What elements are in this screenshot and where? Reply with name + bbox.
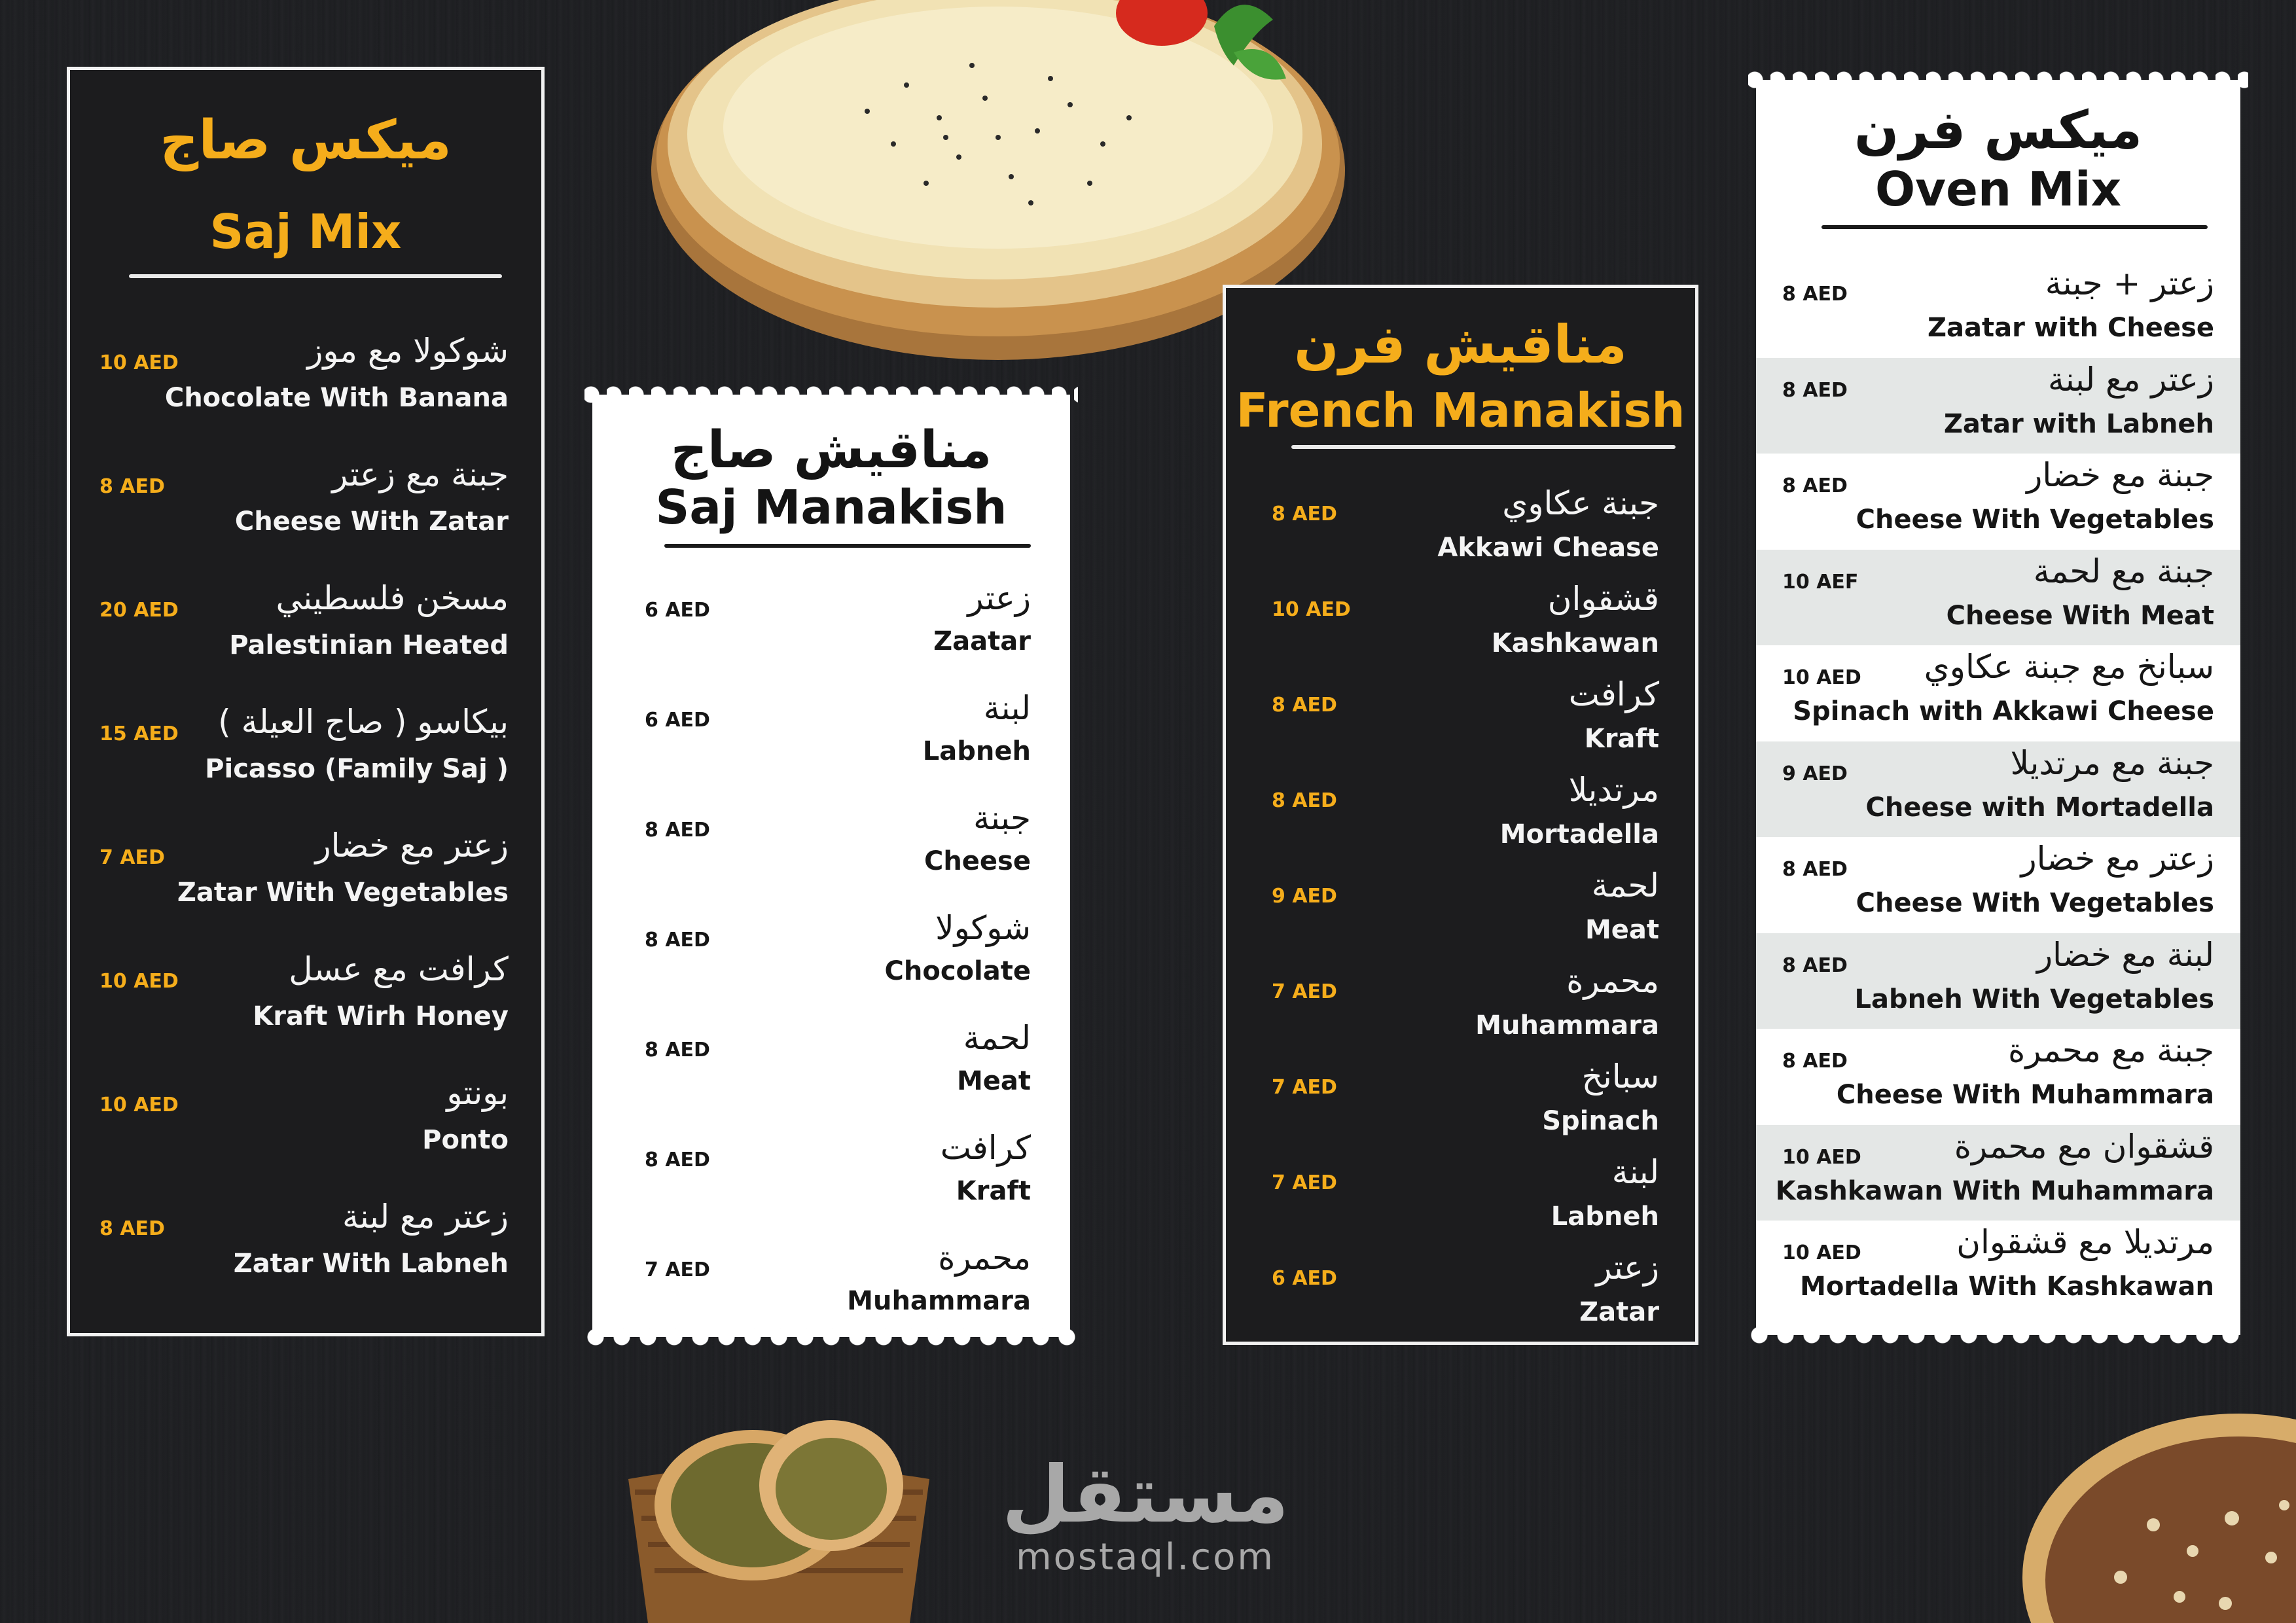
menu-item-price: 10 AED [99, 1094, 179, 1116]
menu-item-name-en: Kraft [1584, 724, 1659, 754]
menu-item-name-en: Zaatar with Cheese [1928, 313, 2214, 343]
menu-item-name-ar: زعتر مع لبنة [2047, 360, 2214, 399]
mostaql-logo-text: مستقل [1001, 1450, 1289, 1541]
menu-item-name-en: Muhammara [1475, 1010, 1659, 1041]
menu-item [70, 703, 541, 801]
menu-item-price: 10 AED [1782, 1241, 1861, 1264]
menu-item-name-ar: مرتديلا [1568, 771, 1659, 809]
menu-item-price: 10 AED [1272, 598, 1351, 621]
menu-item-price: 7 AED [645, 1258, 710, 1281]
menu-item-name-ar: زعتر [967, 579, 1031, 617]
menu-item-name-ar: بونتو [446, 1074, 509, 1112]
menu-item-name-en: Zaatar [933, 626, 1031, 656]
menu-item [1756, 837, 2240, 933]
menu-item [70, 579, 541, 677]
menu-item-name-en: Ponto [422, 1125, 509, 1155]
menu-item-name-ar: جبنة مع محمرة [2008, 1031, 2214, 1069]
oven-mix-panel [1756, 80, 2240, 1335]
menu-item [1756, 262, 2240, 357]
menu-item-name-en: Meat [1585, 915, 1659, 945]
menu-item-name-en: Mortadella With Kashkawan [1800, 1272, 2214, 1302]
menu-item-price: 8 AED [1782, 1050, 1848, 1073]
saj-mix-title-en: Saj Mix [209, 204, 402, 259]
menu-item-name-en: Zatar [1579, 1297, 1659, 1327]
menu-item-price: 8 AED [645, 1149, 710, 1171]
menu-item-price: 8 AED [645, 819, 710, 842]
menu-item-name-en: Cheese [924, 846, 1031, 876]
menu-item-name-ar: زعتر + جبنة [2045, 264, 2214, 302]
menu-item-name-ar: سبانخ مع جبنة عكاوي [1924, 648, 2214, 686]
menu-item [1756, 1125, 2240, 1221]
french-manakish-title-ar: مناقيش فرن [1294, 314, 1627, 375]
menu-item-name-en: Cheese With Vegetables [1856, 888, 2214, 918]
menu-item-name-ar: كرافت [1568, 675, 1659, 713]
menu-item-price: 8 AED [1272, 789, 1337, 812]
menu-item-name-ar: قشقوان [1547, 580, 1659, 618]
menu-item [1756, 645, 2240, 741]
menu-item [1226, 580, 1695, 665]
menu-item-price: 7 AED [1272, 1076, 1337, 1099]
saj-manakish-title-en: Saj Manakish [655, 480, 1007, 535]
menu-item [1756, 550, 2240, 645]
oven-mix-title-en: Oven Mix [1874, 162, 2122, 217]
saj-mix-title-ar: ميكس صاج [160, 109, 452, 171]
french-manakish-title-en: French Manakish [1236, 383, 1685, 438]
menu-item-price: 15 AED [99, 722, 179, 745]
menu-item [1226, 1058, 1695, 1143]
menu-item [1226, 866, 1695, 952]
saj-manakish-title-ar: مناقيش صاج [670, 421, 992, 480]
menu-item-price: 10 AED [99, 970, 179, 993]
menu-item [592, 1019, 1070, 1111]
menu-item [1756, 454, 2240, 549]
menu-item [1226, 1153, 1695, 1238]
menu-item-name-ar: لبنة [983, 689, 1031, 727]
menu-item-price: 6 AED [645, 709, 710, 732]
menu-item-name-en: Labneh [922, 736, 1031, 766]
menu-item-name-en: Cheese With Vegetables [1856, 505, 2214, 535]
menu-item [70, 1198, 541, 1296]
menu-item-price: 10 AED [1782, 1145, 1861, 1169]
oven-mix-divider [1821, 225, 2208, 229]
menu-item [592, 579, 1070, 671]
menu-item [1226, 771, 1695, 856]
menu-item [592, 909, 1070, 1001]
menu-item-price: 7 AED [1272, 980, 1337, 1003]
menu-item-name-ar: زعتر مع خضار [2020, 840, 2214, 878]
menu-item-price: 6 AED [645, 599, 710, 622]
menu-item-name-ar: لحمة [963, 1019, 1031, 1057]
menu-item-price: 8 AED [1782, 474, 1848, 497]
menu-item-name-ar: لبنة [1611, 1153, 1659, 1191]
mostaql-url: mostaql.com [1016, 1536, 1275, 1578]
menu-item-price: 6 AED [1272, 1267, 1337, 1290]
menu-item-name-ar: شوكولا مع موز [307, 332, 509, 370]
saj-mix-panel [67, 67, 545, 1336]
menu-item-name-en: Labneh [1551, 1202, 1659, 1232]
menu-item-name-ar: جبنة [973, 799, 1031, 837]
menu-item-price: 8 AED [645, 929, 710, 952]
menu-item [70, 1074, 541, 1172]
menu-item [592, 799, 1070, 891]
menu-item [70, 332, 541, 430]
menu-item [70, 455, 541, 554]
menu-item-name-en: Chocolate With Banana [164, 383, 509, 413]
menu-item-name-en: Spinach with Akkawi Cheese [1793, 696, 2214, 726]
menu-item-name-ar: زعتر مع خضار [315, 827, 509, 865]
menu-item [592, 1129, 1070, 1221]
french-manakish-panel [1223, 285, 1698, 1345]
menu-item-name-ar: جبنة مع خضار [2026, 456, 2214, 494]
menu-item [592, 1239, 1070, 1330]
menu-item-name-ar: كرافت [940, 1129, 1031, 1167]
menu-item-name-ar: قشقوان مع محمرة [1954, 1127, 2214, 1166]
menu-item [1226, 484, 1695, 569]
menu-item [1226, 675, 1695, 760]
menu-item-name-ar: جبنة مع مرتديلا [2010, 743, 2214, 782]
menu-item-name-ar: مسخن فلسطيني [276, 579, 509, 617]
menu-item-price: 8 AED [1782, 858, 1848, 881]
menu-item-name-en: Kashkawan [1491, 628, 1659, 658]
menu-item-name-en: Cheese With Zatar [234, 507, 509, 537]
menu-item [1756, 741, 2240, 837]
menu-item-name-en: Kraft Wirh Honey [253, 1001, 509, 1031]
menu-item-name-en: Zatar With Labneh [233, 1249, 509, 1279]
menu-item-price: 8 AED [1272, 694, 1337, 717]
menu-item-name-ar: جبنة مع لحمة [2033, 552, 2214, 590]
menu-item-name-ar: محمرة [1566, 962, 1659, 1000]
menu-item [1756, 1029, 2240, 1124]
menu-item-price: 8 AED [99, 475, 165, 498]
menu-item [70, 950, 541, 1048]
menu-item-price: 7 AED [1272, 1171, 1337, 1194]
saj-manakish-divider [664, 544, 1031, 548]
menu-item-name-en: Chocolate [884, 956, 1031, 986]
menu-item-price: 8 AED [1782, 283, 1848, 306]
menu-item-name-en: Kashkawan With Muhammara [1775, 1175, 2214, 1206]
menu-item-name-ar: مرتديلا مع قشقوان [1956, 1223, 2214, 1261]
menu-item-price: 10 AEF [1782, 570, 1859, 594]
menu-item [1756, 933, 2240, 1029]
french-manakish-divider [1291, 445, 1676, 449]
menu-item-price: 9 AED [1272, 885, 1337, 908]
menu-item-name-ar: زعتر [1596, 1249, 1659, 1287]
menu-item-name-en: Mortadella [1499, 819, 1659, 849]
menu-item-price: 8 AED [1782, 954, 1848, 977]
menu-item-price: 8 AED [645, 1039, 710, 1061]
menu-item-name-ar: زعتر مع لبنة [342, 1198, 509, 1236]
menu-item-name-en: Meat [956, 1066, 1031, 1096]
mostaql-watermark [982, 1450, 1309, 1578]
menu-item-name-en: Cheese with Mortadella [1865, 792, 2214, 823]
menu-item-name-en: Picasso (Family Saj ) [205, 754, 509, 784]
menu-item-name-ar: بيكاسو ( صاج العيلة ) [218, 703, 509, 741]
menu-item-price: 7 AED [99, 846, 165, 869]
menu-item-name-en: Labneh With Vegetables [1854, 984, 2214, 1014]
saj-manakish-panel [592, 395, 1070, 1337]
menu-item-name-ar: محمرة [938, 1239, 1031, 1277]
menu-item-price: 10 AED [1782, 666, 1861, 689]
menu-item-price: 10 AED [99, 351, 179, 374]
menu-item-name-en: Cheese With Meat [1946, 600, 2214, 631]
menu-item [1226, 962, 1695, 1047]
menu-item-name-ar: كرافت مع عسل [289, 950, 509, 988]
menu-item-name-ar: لحمة [1591, 866, 1659, 904]
menu-item-name-en: Palestinian Heated [229, 630, 509, 660]
menu-item-name-ar: جبنة مع زعتر [332, 455, 509, 493]
oven-mix-title-ar: ميكس فرن [1854, 99, 2143, 160]
menu-item-price: 20 AED [99, 599, 179, 622]
menu-item-name-ar: سبانخ [1581, 1058, 1659, 1096]
meat-manakish-image [2022, 1407, 2296, 1623]
menu-item-name-ar: لبنة مع خضار [2036, 935, 2214, 974]
saj-mix-divider [129, 274, 502, 278]
menu-item [1226, 1249, 1695, 1334]
zaatar-bread-basket-image [622, 1407, 936, 1623]
menu-item [1756, 1221, 2240, 1316]
menu-item-name-en: Zatar With Vegetables [177, 878, 509, 908]
menu-item-name-ar: جبنة عكاوي [1502, 484, 1659, 522]
menu-item [70, 827, 541, 925]
menu-item [1756, 358, 2240, 454]
menu-item-name-en: Spinach [1542, 1106, 1659, 1136]
menu-item-name-en: Cheese With Muhammara [1836, 1080, 2214, 1110]
menu-item-name-ar: شوكولا [935, 909, 1031, 947]
menu-item-price: 8 AED [1272, 503, 1337, 526]
menu-item-name-en: Akkawi Chease [1437, 533, 1659, 563]
menu-item-price: 9 AED [1782, 762, 1848, 785]
menu-item-name-en: Zatar with Labneh [1943, 408, 2214, 439]
menu-item-name-en: Kraft [956, 1176, 1031, 1206]
menu-item-price: 8 AED [99, 1217, 165, 1240]
menu-item [592, 689, 1070, 781]
menu-item-price: 8 AED [1782, 378, 1848, 402]
menu-item-name-en: Muhammara [847, 1286, 1031, 1316]
